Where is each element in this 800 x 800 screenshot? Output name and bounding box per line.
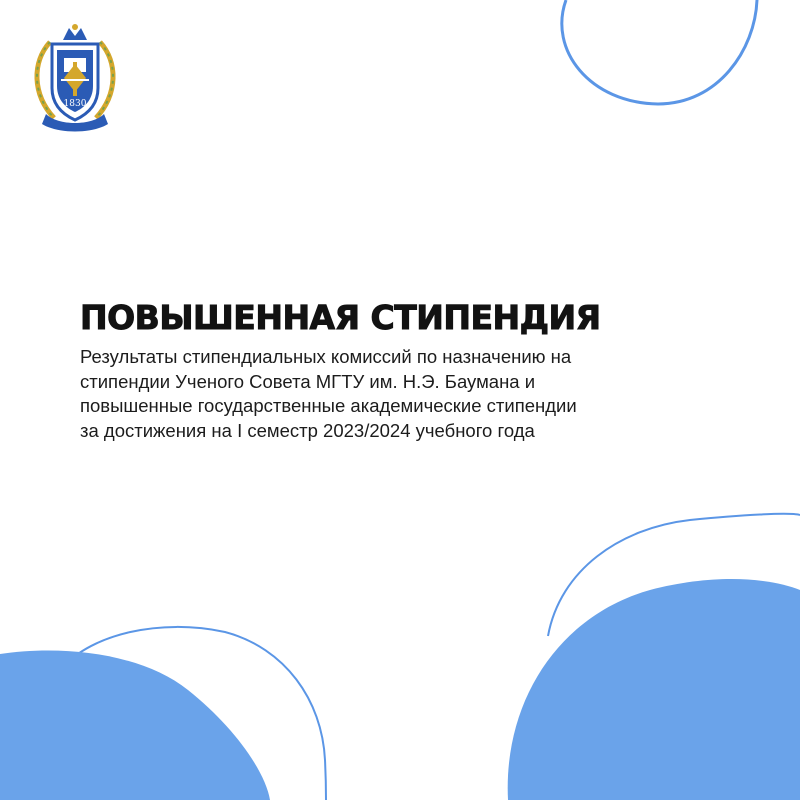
description-line: за достижения на I семестр 2023/2024 учебного года (80, 419, 535, 441)
description-text (80, 345, 700, 443)
coat-of-arms-icon (28, 22, 122, 132)
crest-year: 1830 (63, 99, 87, 109)
top-right-ring (562, 0, 757, 104)
description-line: стипендии Ученого Совета МГТУ им. Н.Э. Баумана и (80, 370, 536, 392)
page-title: ПОВЫШЕННАЯ СТИПЕНДИЯ (80, 298, 601, 337)
bottom-right-blob (508, 579, 800, 800)
bottom-left-blob (0, 650, 270, 800)
description-line: повышенные государственные академические стипендии (80, 395, 577, 417)
description-line: Результаты стипендиальных комиссий по назначению на (80, 346, 572, 367)
